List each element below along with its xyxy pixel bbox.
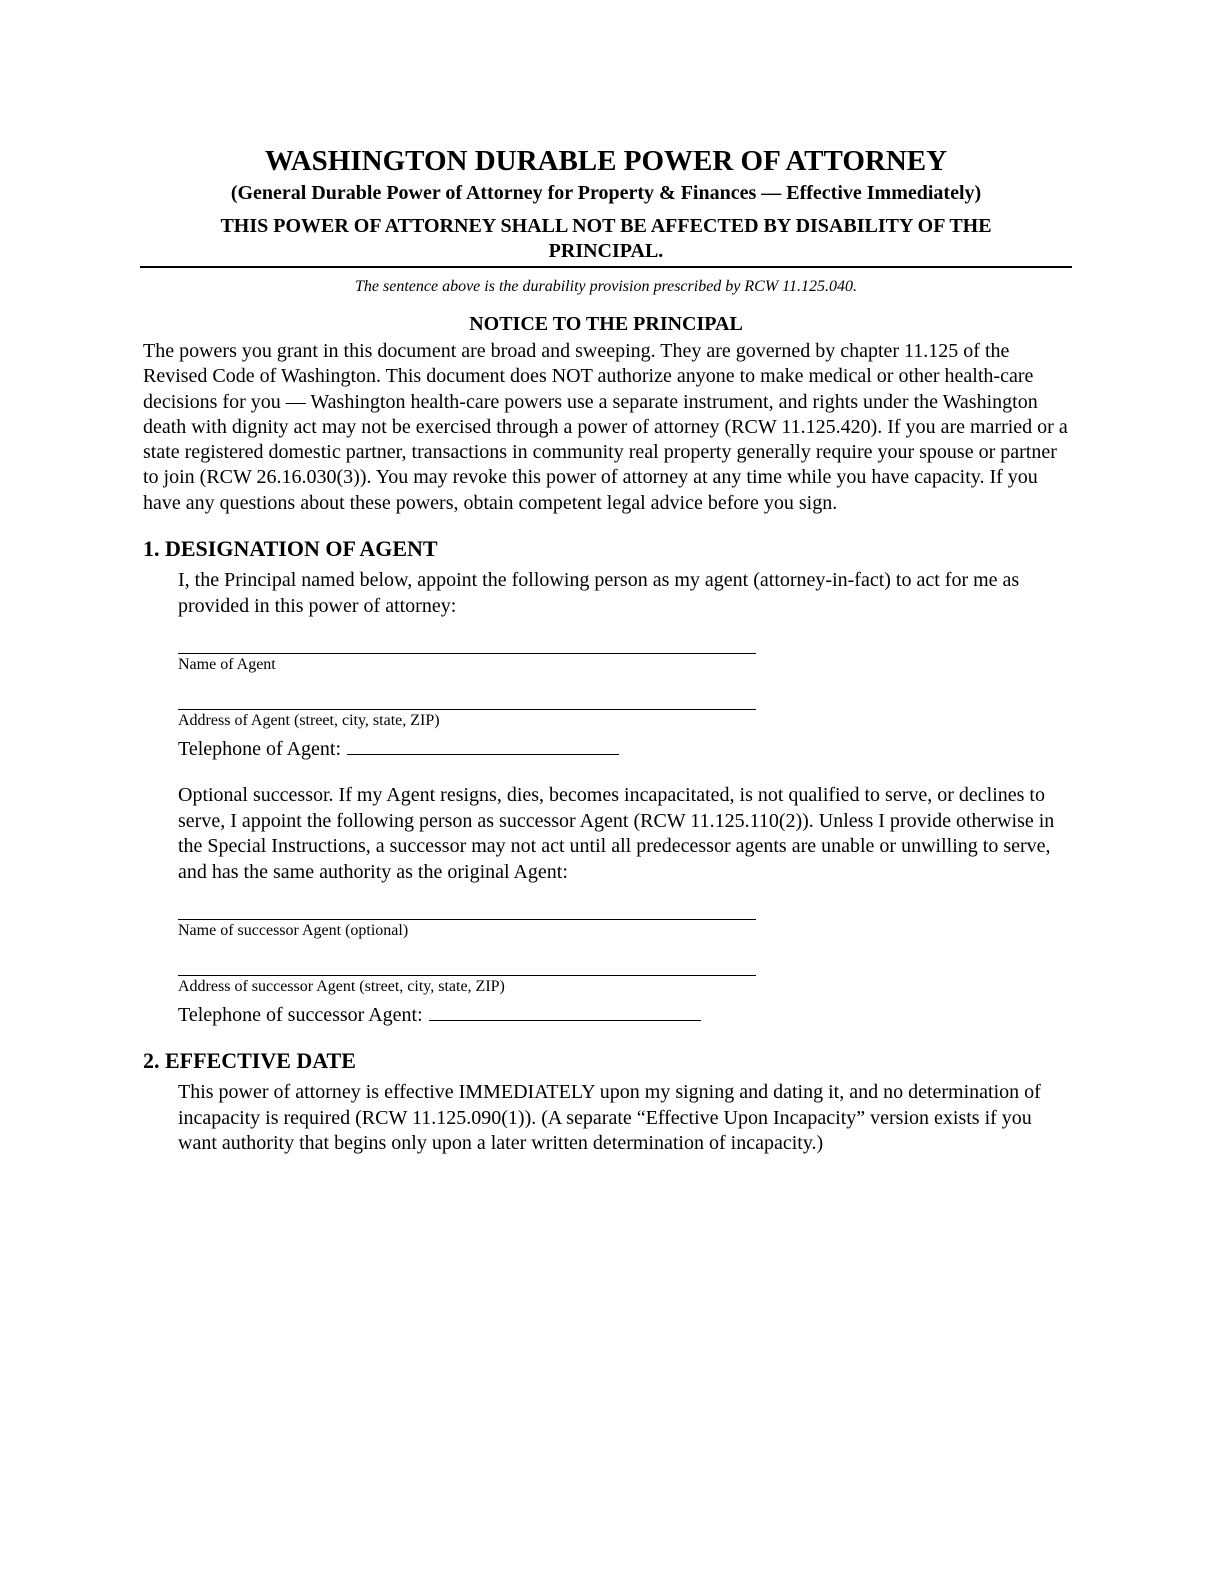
successor-address-caption: Address of successor Agent (street, city, state, ZIP) xyxy=(178,978,505,996)
section2-content xyxy=(178,1080,1072,1157)
agent-telephone-label: Telephone of Agent: xyxy=(178,738,341,761)
agent-name-caption: Name of Agent xyxy=(178,656,276,674)
document-title: WASHINGTON DURABLE POWER OF ATTORNEY xyxy=(264,145,948,177)
durability-note: The sentence above is the durability provision prescribed by RCW 11.125.040. xyxy=(355,278,857,295)
section1-heading: 1. DESIGNATION OF AGENT xyxy=(143,536,438,562)
successor-name-caption: Name of successor Agent (optional) xyxy=(178,922,409,940)
successor-telephone-label: Telephone of successor Agent: xyxy=(178,1004,423,1027)
section1-intro: I, the Principal named below, appoint the following person as my agent (attorney-in-fact) to act for me as provided in this power of attorney: xyxy=(178,569,1020,617)
successor-name-line[interactable] xyxy=(178,919,756,920)
document-page xyxy=(140,144,1072,1157)
agent-address-line[interactable] xyxy=(178,709,756,710)
agent-name-line[interactable] xyxy=(178,653,756,654)
notice-body: The powers you grant in this document are broad and sweeping. They are governed by chapter 11.125 of the Revised Code of Washington. This document does NOT authorize anyone to make medical or other health-care decisions for you — Washington health-care powers use a separate instrument, and rights under the Washington death with dignity act may not be exercised through a power of attorney (RCW 11.125.420). If you are married or a state registered domestic partner, transactions in community real property generally require your spouse or partner to join (RCW 26.16.030(3)). You may revoke this power of attorney at any time while you have capacity. If you have any questions about these powers, obtain competent legal advice before you sign. xyxy=(143,340,1068,514)
section2-body: This power of attorney is effective IMMEDIATELY upon my signing and dating it, and no determination of incapacity is required (RCW 11.125.090(1)). (A separate “Effective Upon Incapacity” version exists if you want authority that begins only upon a later written determination of incapacity.) xyxy=(178,1081,1041,1155)
header-divider xyxy=(140,266,1072,268)
agent-telephone-row xyxy=(178,737,1072,762)
document-subtitle: (General Durable Power of Attorney for Property & Finances — Effective Immediately) xyxy=(230,182,982,204)
section2-heading: 2. EFFECTIVE DATE xyxy=(143,1048,356,1074)
successor-address-line[interactable] xyxy=(178,975,756,976)
durability-statement: THIS POWER OF ATTORNEY SHALL NOT BE AFFECTED BY DISABILITY OF THE PRINCIPAL. xyxy=(220,215,992,262)
agent-address-caption: Address of Agent (street, city, state, ZIP) xyxy=(178,712,440,730)
section1-content xyxy=(178,568,1072,1028)
successor-telephone-line[interactable] xyxy=(429,1004,701,1021)
successor-telephone-row xyxy=(178,1003,1072,1028)
notice-heading: NOTICE TO THE PRINCIPAL xyxy=(469,313,743,335)
successor-paragraph: Optional successor. If my Agent resigns, dies, becomes incapacitated, is not qualified to serve, or declines to serve, I appoint the following person as successor Agent (RCW 11.125.110(2)). Unless I provide otherwise in the Special Instructions, a successor may not act until all predecessor agents are unable or unwilling to serve, and has the same authority as the original Agent: xyxy=(178,784,1055,883)
agent-telephone-line[interactable] xyxy=(347,738,619,755)
